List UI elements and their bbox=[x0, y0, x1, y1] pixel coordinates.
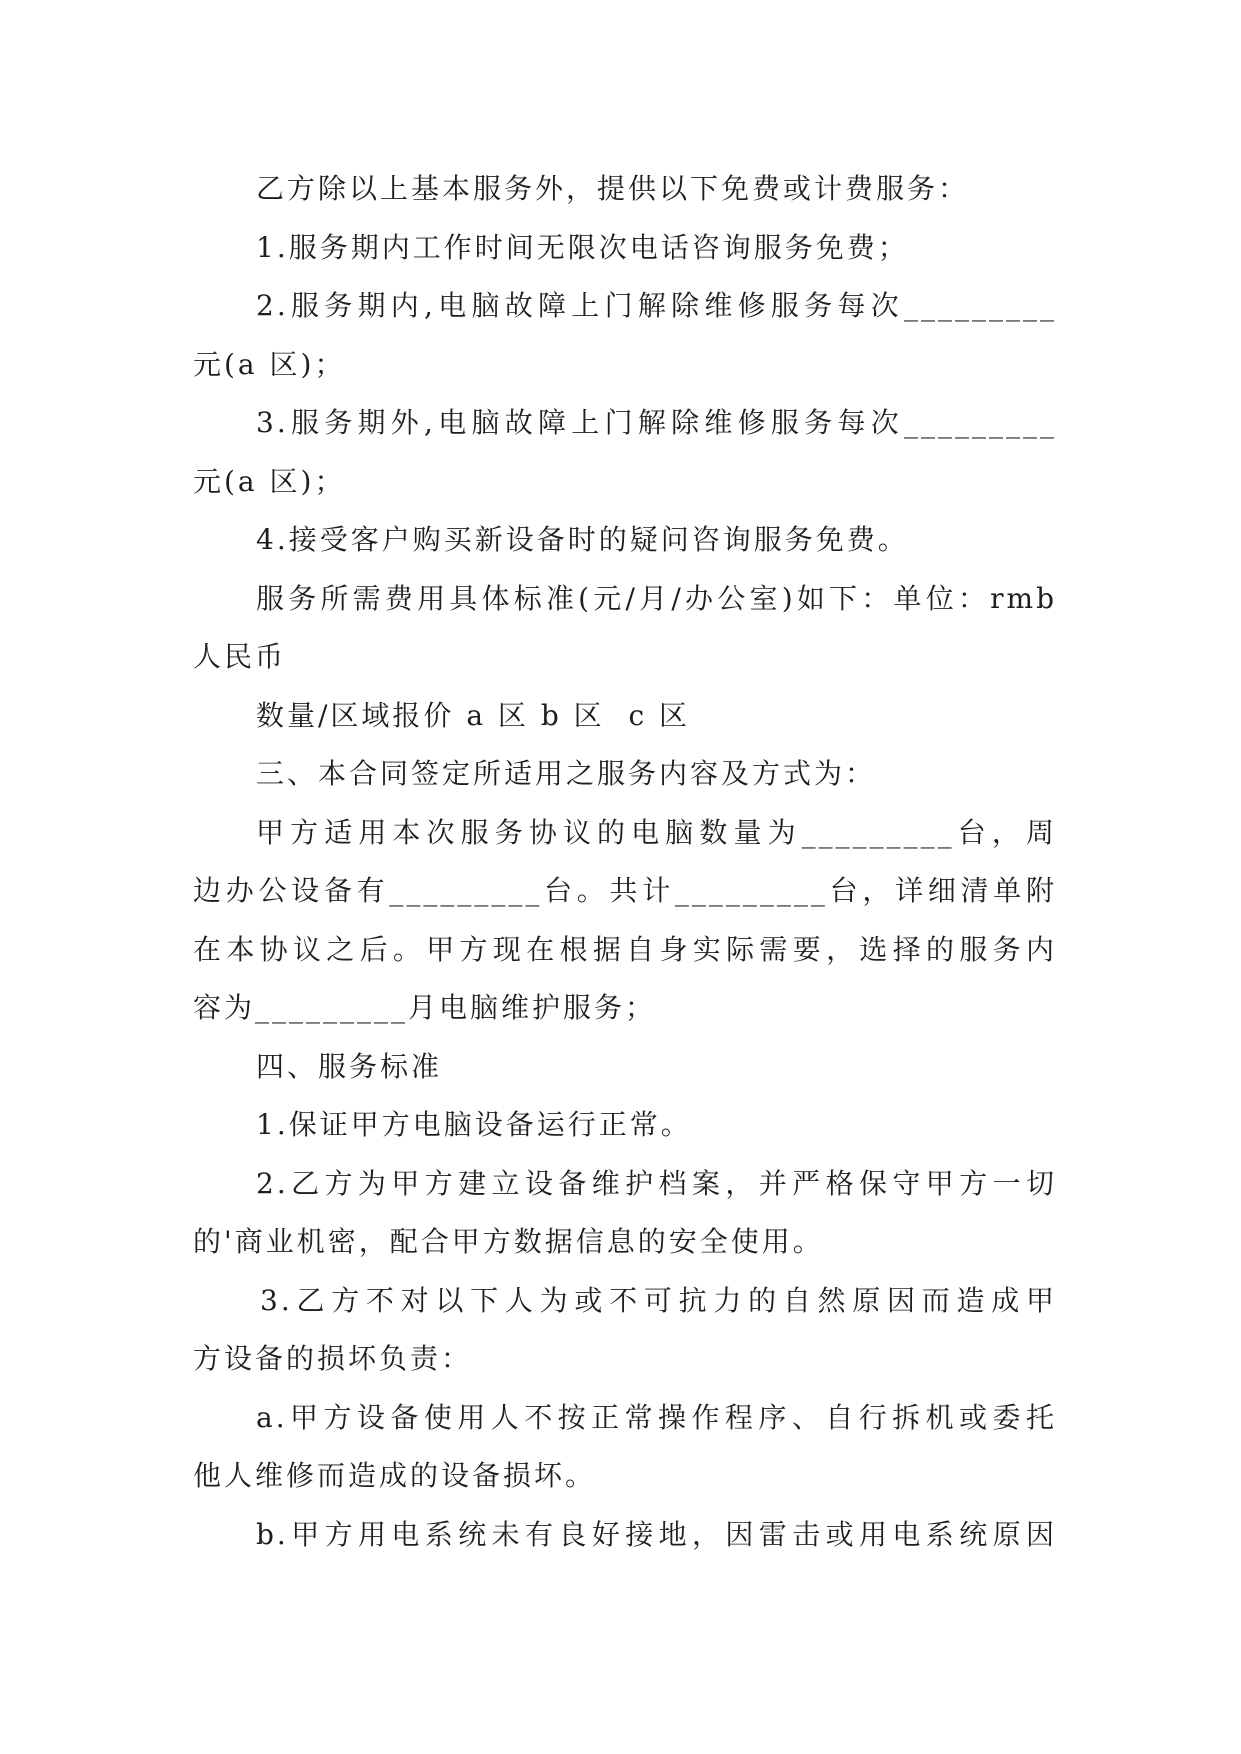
paragraph-line: 1.保证甲方电脑设备运行正常。 bbox=[256, 1108, 692, 1141]
paragraph-line: a.甲方设备使用人不按正常操作程序、自行拆机或委托 bbox=[256, 1400, 1057, 1434]
paragraph-line: 2.服务期内,电脑故障上门解除维修服务每次_________ bbox=[256, 289, 1057, 322]
paragraph-line: 2.乙方为甲方建立设备维护档案，并严格保守甲方一切 bbox=[256, 1166, 1057, 1200]
paragraph-line: 容为_________月电脑维护服务； bbox=[193, 991, 657, 1024]
paragraph-line: 在本协议之后。甲方现在根据自身实际需要，选择的服务内 bbox=[193, 932, 1057, 966]
document-page bbox=[193, 160, 1057, 1564]
paragraph-line: 数量/区域报价 a 区 b 区 c 区 bbox=[256, 698, 691, 732]
paragraph-line: 方设备的损坏负责： bbox=[193, 1342, 473, 1375]
paragraph-line: 甲方适用本次服务协议的电脑数量为_________台，周 bbox=[256, 815, 1057, 849]
paragraph-line: 人民币 bbox=[193, 640, 287, 673]
paragraph-line: 元(a 区)； bbox=[193, 347, 346, 381]
paragraph-line: 边办公设备有_________台。共计_________台，详细清单附 bbox=[193, 874, 1057, 907]
section-heading: 三、本合同签定所适用之服务内容及方式为： bbox=[256, 757, 877, 790]
paragraph-line: 他人维修而造成的设备损坏。 bbox=[193, 1459, 597, 1492]
paragraph-line: 3.乙方不对以下人为或不可抗力的自然原因而造成甲 bbox=[260, 1283, 1057, 1317]
paragraph-line: 4.接受客户购买新设备时的疑问咨询服务免费。 bbox=[256, 523, 909, 556]
paragraph-line: 元(a 区)； bbox=[193, 464, 346, 498]
paragraph-line: 3.服务期外,电脑故障上门解除维修服务每次_________ bbox=[256, 406, 1057, 439]
paragraph-line: 乙方除以上基本服务外，提供以下免费或计费服务： bbox=[256, 172, 970, 205]
section-heading: 四、服务标准 bbox=[256, 1049, 443, 1083]
paragraph-line: 1.服务期内工作时间无限次电话咨询服务免费； bbox=[256, 230, 909, 264]
paragraph-line: 服务所需费用具体标准(元/月/办公室)如下：单位：rmb bbox=[256, 581, 1057, 615]
paragraph-line: b.甲方用电系统未有良好接地，因雷击或用电系统原因 bbox=[256, 1517, 1057, 1551]
paragraph-line: 的'商业机密，配合甲方数据信息的安全使用。 bbox=[193, 1225, 824, 1258]
